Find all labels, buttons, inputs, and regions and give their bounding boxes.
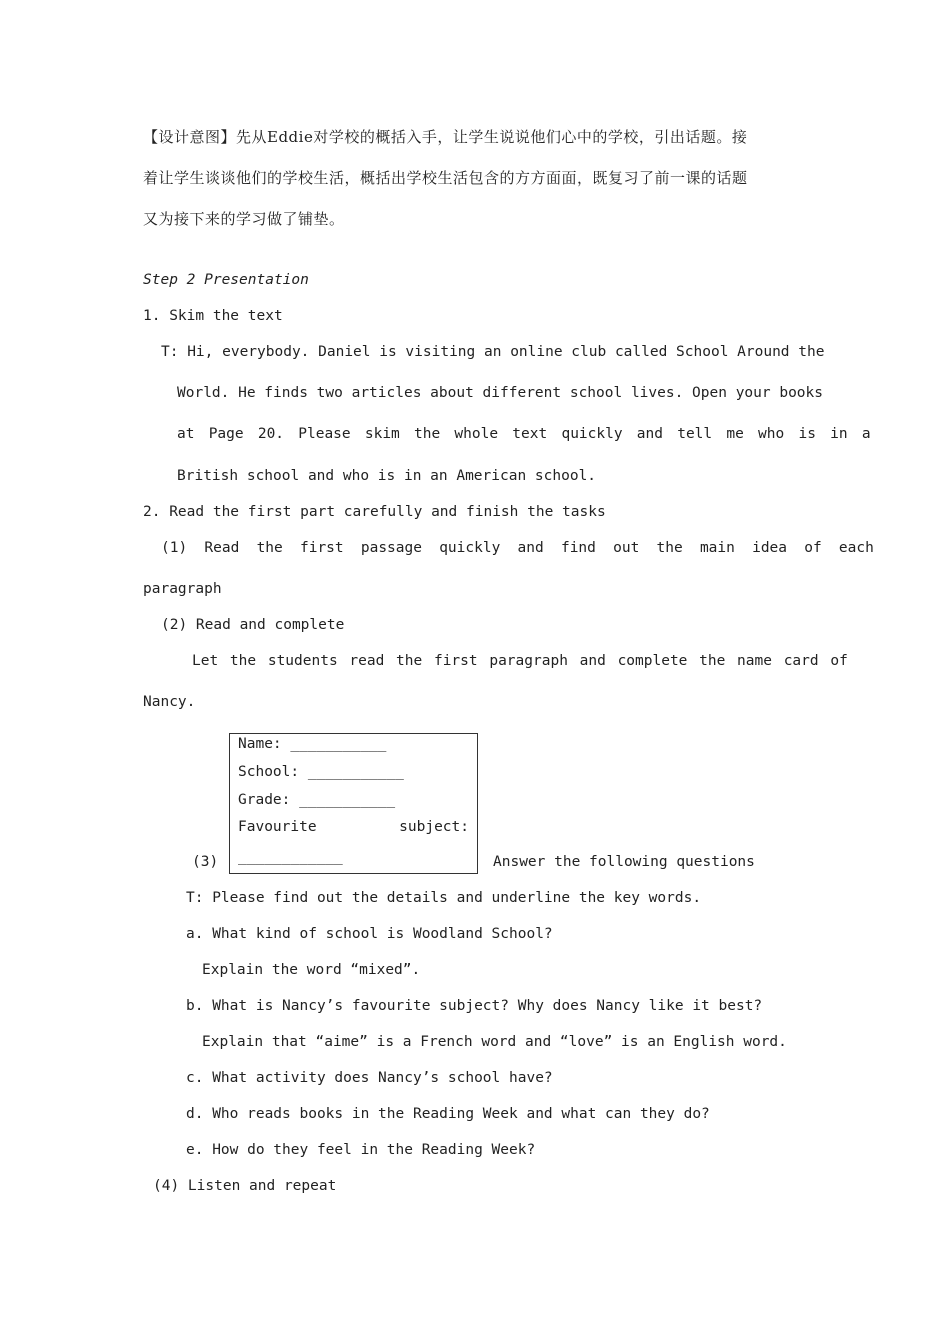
step-title: Step 2 Presentation bbox=[143, 272, 309, 288]
question-a: a. What kind of school is Woodland School? bbox=[186, 926, 553, 942]
question-b: b. What is Nancy’s favourite subject? Why does Nancy like it best? bbox=[186, 998, 763, 1014]
teacher-details-line: T: Please find out the details and underline the key words. bbox=[186, 890, 702, 906]
question-d: d. Who reads books in the Reading Week and what can they do? bbox=[186, 1106, 710, 1122]
task1-line-1: (1) Read the first passage quickly and find out the main idea of each bbox=[161, 540, 874, 556]
name-card bbox=[229, 733, 478, 874]
task2-heading: (2) Read and complete bbox=[161, 617, 345, 633]
task4-heading: (4) Listen and repeat bbox=[153, 1178, 337, 1194]
task3-number: (3) bbox=[192, 854, 219, 870]
read-heading: 2. Read the first part carefully and finish the tasks bbox=[143, 504, 606, 520]
design-intent-line-1: 【设计意图】先从Eddie对学校的概括入手，让学生说说他们心中的学校，引出话题。接 bbox=[143, 128, 748, 146]
skim-teacher-line-1-text: T: Hi, everybody. Daniel is visiting an online club called School Around the bbox=[161, 344, 825, 360]
task2-line-1: Let the students read the first paragraph and complete the name card of bbox=[192, 653, 848, 669]
task2-line-2: Nancy. bbox=[143, 694, 196, 710]
task1-line-2: paragraph bbox=[143, 581, 222, 597]
skim-teacher-line-2: World. He finds two articles about different school lives. Open your books bbox=[177, 385, 824, 401]
card-favourite-label: Favourite bbox=[238, 819, 317, 835]
card-grade-field: Grade: ___________ bbox=[238, 792, 396, 808]
task3-text: Answer the following questions bbox=[493, 854, 755, 870]
card-favourite-blank: ____________ bbox=[238, 849, 343, 865]
card-favourite-field bbox=[238, 817, 469, 837]
skim-teacher-line-3: at Page 20. Please skim the whole text quickly and tell me who is in a bbox=[177, 426, 871, 442]
question-e: e. How do they feel in the Reading Week? bbox=[186, 1142, 536, 1158]
question-c: c. What activity does Nancy’s school have? bbox=[186, 1070, 553, 1086]
card-school-field: School: ___________ bbox=[238, 764, 404, 780]
skim-heading: 1. Skim the text bbox=[143, 308, 283, 324]
design-intent-line-2: 着让学生谈谈他们的学校生活，概括出学校生活包含的方方面面，既复习了前一课的话题 bbox=[143, 169, 748, 187]
question-a-note: Explain the word “mixed”. bbox=[202, 962, 421, 978]
card-subject-label: subject: bbox=[399, 819, 469, 835]
skim-teacher-line-4: British school and who is in an American school. bbox=[177, 468, 597, 484]
question-b-note: Explain that “aime” is a French word and “love” is an English word. bbox=[202, 1034, 787, 1050]
card-name-field: Name: ___________ bbox=[238, 736, 387, 752]
design-intent-line-3: 又为接下来的学习做了铺垫。 bbox=[143, 210, 345, 228]
skim-teacher-line-1 bbox=[161, 342, 825, 362]
